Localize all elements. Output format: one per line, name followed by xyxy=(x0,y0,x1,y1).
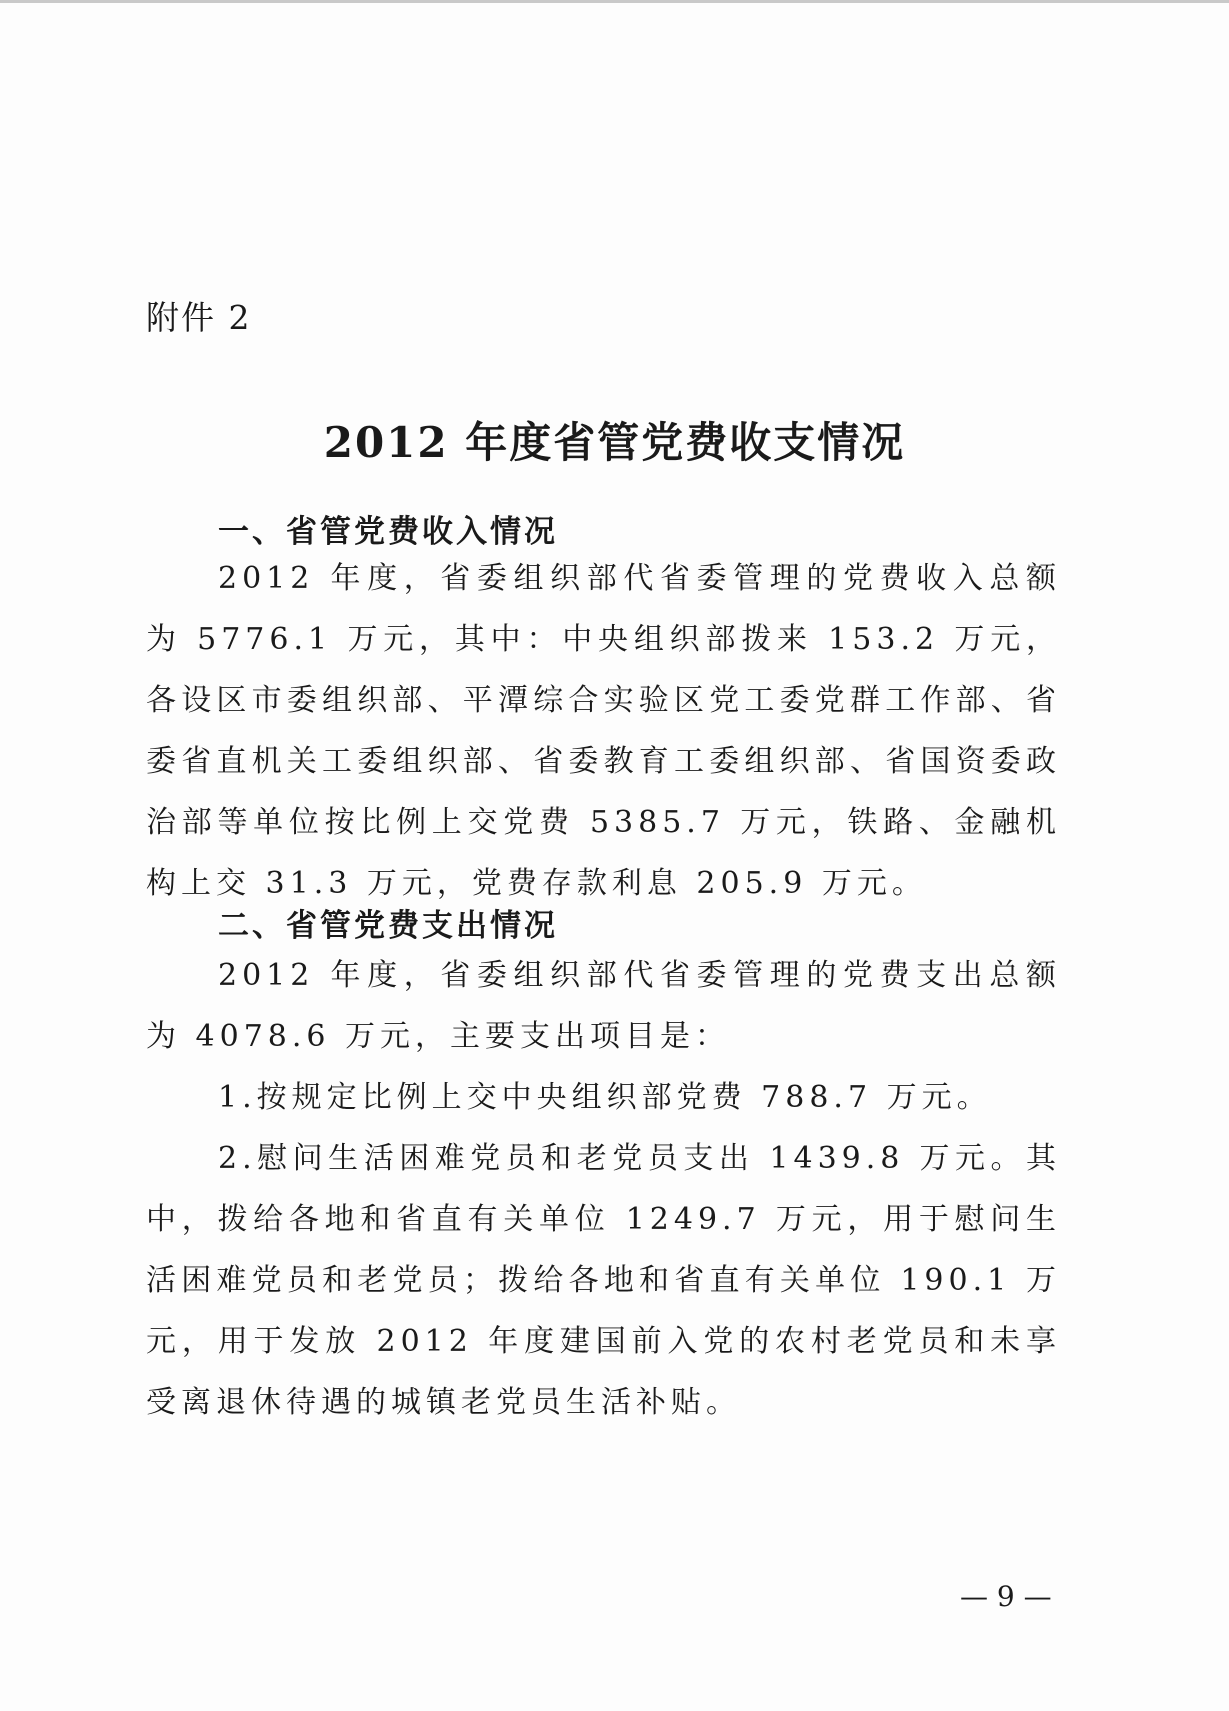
document-title: 2012 年度省管党费收支情况 xyxy=(323,418,906,467)
section-income-body xyxy=(146,548,1061,914)
section-expense-body xyxy=(146,945,1061,1433)
attachment-label: 附件 2 xyxy=(146,298,252,337)
expense-item-1: 1.按规定比例上交中央组织部党费 788.7 万元。 xyxy=(218,1080,992,1115)
section-expense-heading: 二、省管党费支出情况 xyxy=(218,908,558,944)
expense-intro-paragraph: 2012 年度，省委组织部代省委管理的党费支出总额为 4078.6 万元，主要支出项目是： xyxy=(146,958,1061,1054)
scan-edge-rule xyxy=(0,0,1229,3)
expense-item-2: 2.慰问生活困难党员和老党员支出 1439.8 万元。其中，拨给各地和省直有关单位 1249.7 万元，用于慰问生活困难党员和老党员；拨给各地和省直有关单位 190.1 万元，用于发放 2012 年度建国前入党的农村老党员和未享受离退休待遇的城镇老党员生活补贴。 xyxy=(146,1141,1061,1420)
income-paragraph: 2012 年度，省委组织部代省委管理的党费收入总额为 5776.1 万元，其中：中央组织部拨来 153.2 万元，各设区市委组织部、平潭综合实验区党工委党群工作部、省委省直机关工委组织部、省委教育工委组织部、省国资委政治部等单位按比例上交党费 5385.7 万元，铁路、金融机构上交 31.3 万元，党费存款利息 205.9 万元。 xyxy=(146,561,1061,901)
section-income xyxy=(146,506,1061,551)
section-income-heading: 一、省管党费收入情况 xyxy=(218,514,558,550)
page-number: — 9 — xyxy=(960,1580,1052,1613)
section-expense xyxy=(146,900,1061,945)
